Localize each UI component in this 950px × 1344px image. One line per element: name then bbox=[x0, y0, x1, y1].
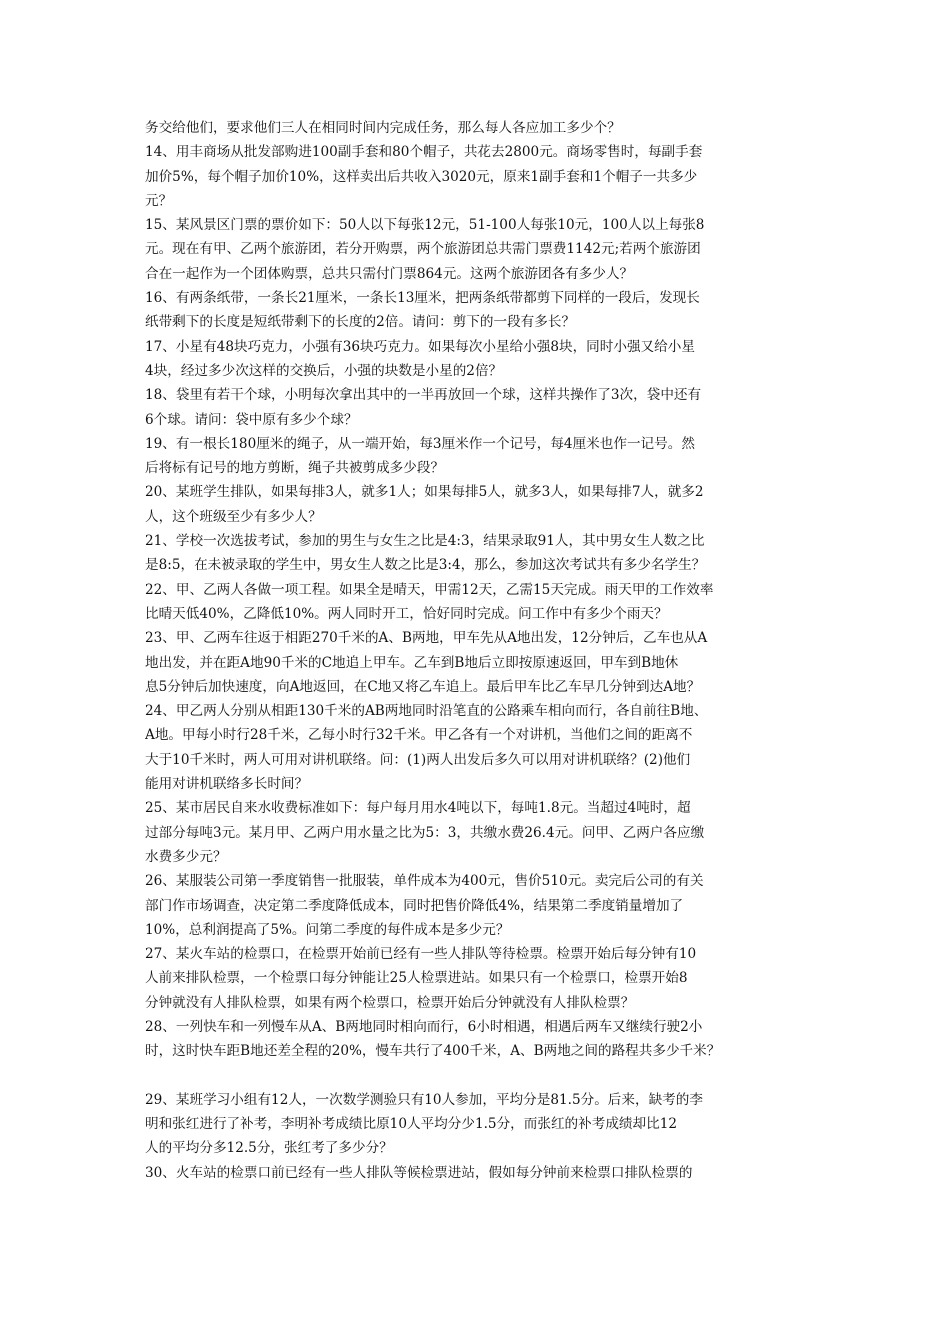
text-line: 10%，总利润提高了5%。问第二季度的每件成本是多少元？ bbox=[145, 921, 510, 938]
text-line: A地。甲每小时行28千米，乙每小时行32千米。甲乙各有一个对讲机，当他们之间的距离不 bbox=[145, 727, 693, 744]
text-line: 18、袋里有若干个球，小明每次拿出其中的一半再放回一个球，这样共操作了3次，袋中还有 bbox=[145, 387, 702, 404]
text-line: 26、某服装公司第一季度销售一批服装，单件成本为400元，售价510元。卖完后公司的有关 bbox=[145, 873, 704, 890]
text-line: 27、某火车站的检票口，在检票开始前已经有一些人排队等待检票。检票开始后每分钟有10 bbox=[145, 946, 697, 963]
text-line: 30、火车站的检票口前已经有一些人排队等候检票进站，假如每分钟前来检票口排队检票的 bbox=[145, 1164, 693, 1181]
text-line: 4块，经过多少次这样的交换后，小强的块数是小星的2倍？ bbox=[145, 362, 503, 379]
text-line: 19、有一根长180厘米的绳子，从一端开始，每3厘米作一个记号，每4厘米也作一记号。然 bbox=[145, 435, 695, 452]
text-line: 23、甲、乙两车往返于相距270千米的A、B两地，甲车先从A地出发，12分钟后，乙车也从A bbox=[145, 630, 708, 647]
text-line: 比晴天低40%，乙降低10%。两人同时开工，恰好同时完成。问工作中有多少个雨天？ bbox=[145, 605, 668, 622]
text-line: 元。现在有甲、乙两个旅游团，若分开购票，两个旅游团总共需门票费1142元;若两个旅游团 bbox=[145, 241, 701, 258]
text-line: 水费多少元？ bbox=[145, 848, 227, 865]
text-line: 14、用丰商场从批发部购进100副手套和80个帽子，共花去2800元。商场零售时，每副手套 bbox=[145, 144, 703, 161]
text-line: 17、小星有48块巧克力，小强有36块巧克力。如果每次小星给小强8块，同时小强又给小星 bbox=[145, 338, 695, 355]
text-line: 明和张红进行了补考，李明补考成绩比原10人平均分少1.5分，而张红的补考成绩却比12 bbox=[145, 1116, 677, 1133]
text-line: 大于10千米时，两人可用对讲机联络。问：(1)两人出发后多久可以用对讲机联络？(2)他们 bbox=[145, 751, 691, 768]
text-line: 过部分每吨3元。某月甲、乙两户用水量之比为5：3，共缴水费26.4元。问甲、乙两户各应缴 bbox=[145, 824, 705, 841]
text-line: 15、某风景区门票的票价如下：50人以下每张12元，51-100人每张10元，100人以上每张8 bbox=[145, 217, 705, 234]
text-line: 后将标有记号的地方剪断，绳子共被剪成多少段？ bbox=[145, 460, 445, 477]
text-line: 部门作市场调查，决定第二季度降低成本，同时把售价降低4%，结果第二季度销量增加了 bbox=[145, 897, 684, 914]
text-line: 能用对讲机联络多长时间？ bbox=[145, 776, 309, 793]
text-line: 人前来排队检票，一个检票口每分钟能让25人检票进站。如果只有一个检票口，检票开始8 bbox=[145, 970, 688, 987]
text-line: 人，这个班级至少有多少人？ bbox=[145, 508, 322, 525]
text-line: 分钟就没有人排队检票，如果有两个检票口，检票开始后分钟就没有人排队检票？ bbox=[145, 994, 635, 1011]
text-line: 21、学校一次选拔考试，参加的男生与女生之比是4:3，结果录取91人，其中男女生人数之比 bbox=[145, 533, 705, 550]
text-line: 时，这时快车距B地还差全程的20%，慢车共行了400千米，A、B两地之间的路程共多少千米？ bbox=[145, 1043, 721, 1060]
document-text bbox=[145, 116, 825, 1185]
text-line: 29、某班学习小组有12人，一次数学测验只有10人参加，平均分是81.5分。后来，缺考的李 bbox=[145, 1091, 703, 1108]
text-line: 28、一列快车和一列慢车从A、B两地同时相向而行，6小时相遇，相遇后两车又继续行驶2小 bbox=[145, 1018, 703, 1035]
text-line: 25、某市居民自来水收费标准如下：每户每月用水4吨以下，每吨1.8元。当超过4吨时，超 bbox=[145, 800, 691, 817]
text-line: 6个球。请问：袋中原有多少个球？ bbox=[145, 411, 358, 428]
text-line: 务交给他们，要求他们三人在相同时间内完成任务，那么每人各应加工多少个？ bbox=[145, 120, 621, 136]
text-line: 纸带剩下的长度是短纸带剩下的长度的2倍。请问：剪下的一段有多长？ bbox=[145, 314, 576, 331]
text-line: 22、甲、乙两人各做一项工程。如果全是晴天，甲需12天，乙需15天完成。雨天甲的工作效率 bbox=[145, 581, 714, 598]
text-line: 16、有两条纸带，一条长21厘米，一条长13厘米，把两条纸带都剪下同样的一段后，发现长 bbox=[145, 290, 700, 307]
blank-line bbox=[145, 1064, 825, 1088]
text-line: 加价5%，每个帽子加价10%，这样卖出后共收入3020元，原来1副手套和1个帽子一共多少 bbox=[145, 168, 698, 185]
text-line: 人的平均分多12.5分，张红考了多少分？ bbox=[145, 1140, 393, 1157]
text-line: 元？ bbox=[145, 192, 173, 209]
text-line: 息5分钟后加快速度，向A地返回，在C地又将乙车追上。最后甲车比乙车早几分钟到达A地？ bbox=[145, 678, 701, 695]
text-line: 24、甲乙两人分别从相距130千米的AB两地同时沿笔直的公路乘车相向而行，各自前往B地、 bbox=[145, 703, 708, 720]
text-line: 合在一起作为一个团体购票，总共只需付门票864元。这两个旅游团各有多少人？ bbox=[145, 265, 634, 282]
text-line: 20、某班学生排队，如果每排3人，就多1人；如果每排5人，就多3人，如果每排7人，就多2 bbox=[145, 484, 704, 501]
text-line: 是8:5，在未被录取的学生中，男女生人数之比是3:4，那么，参加这次考试共有多少名学生？ bbox=[145, 557, 706, 574]
text-line: 地出发，并在距A地90千米的C地追上甲车。乙车到B地后立即按原速返回，甲车到B地休 bbox=[145, 654, 679, 671]
